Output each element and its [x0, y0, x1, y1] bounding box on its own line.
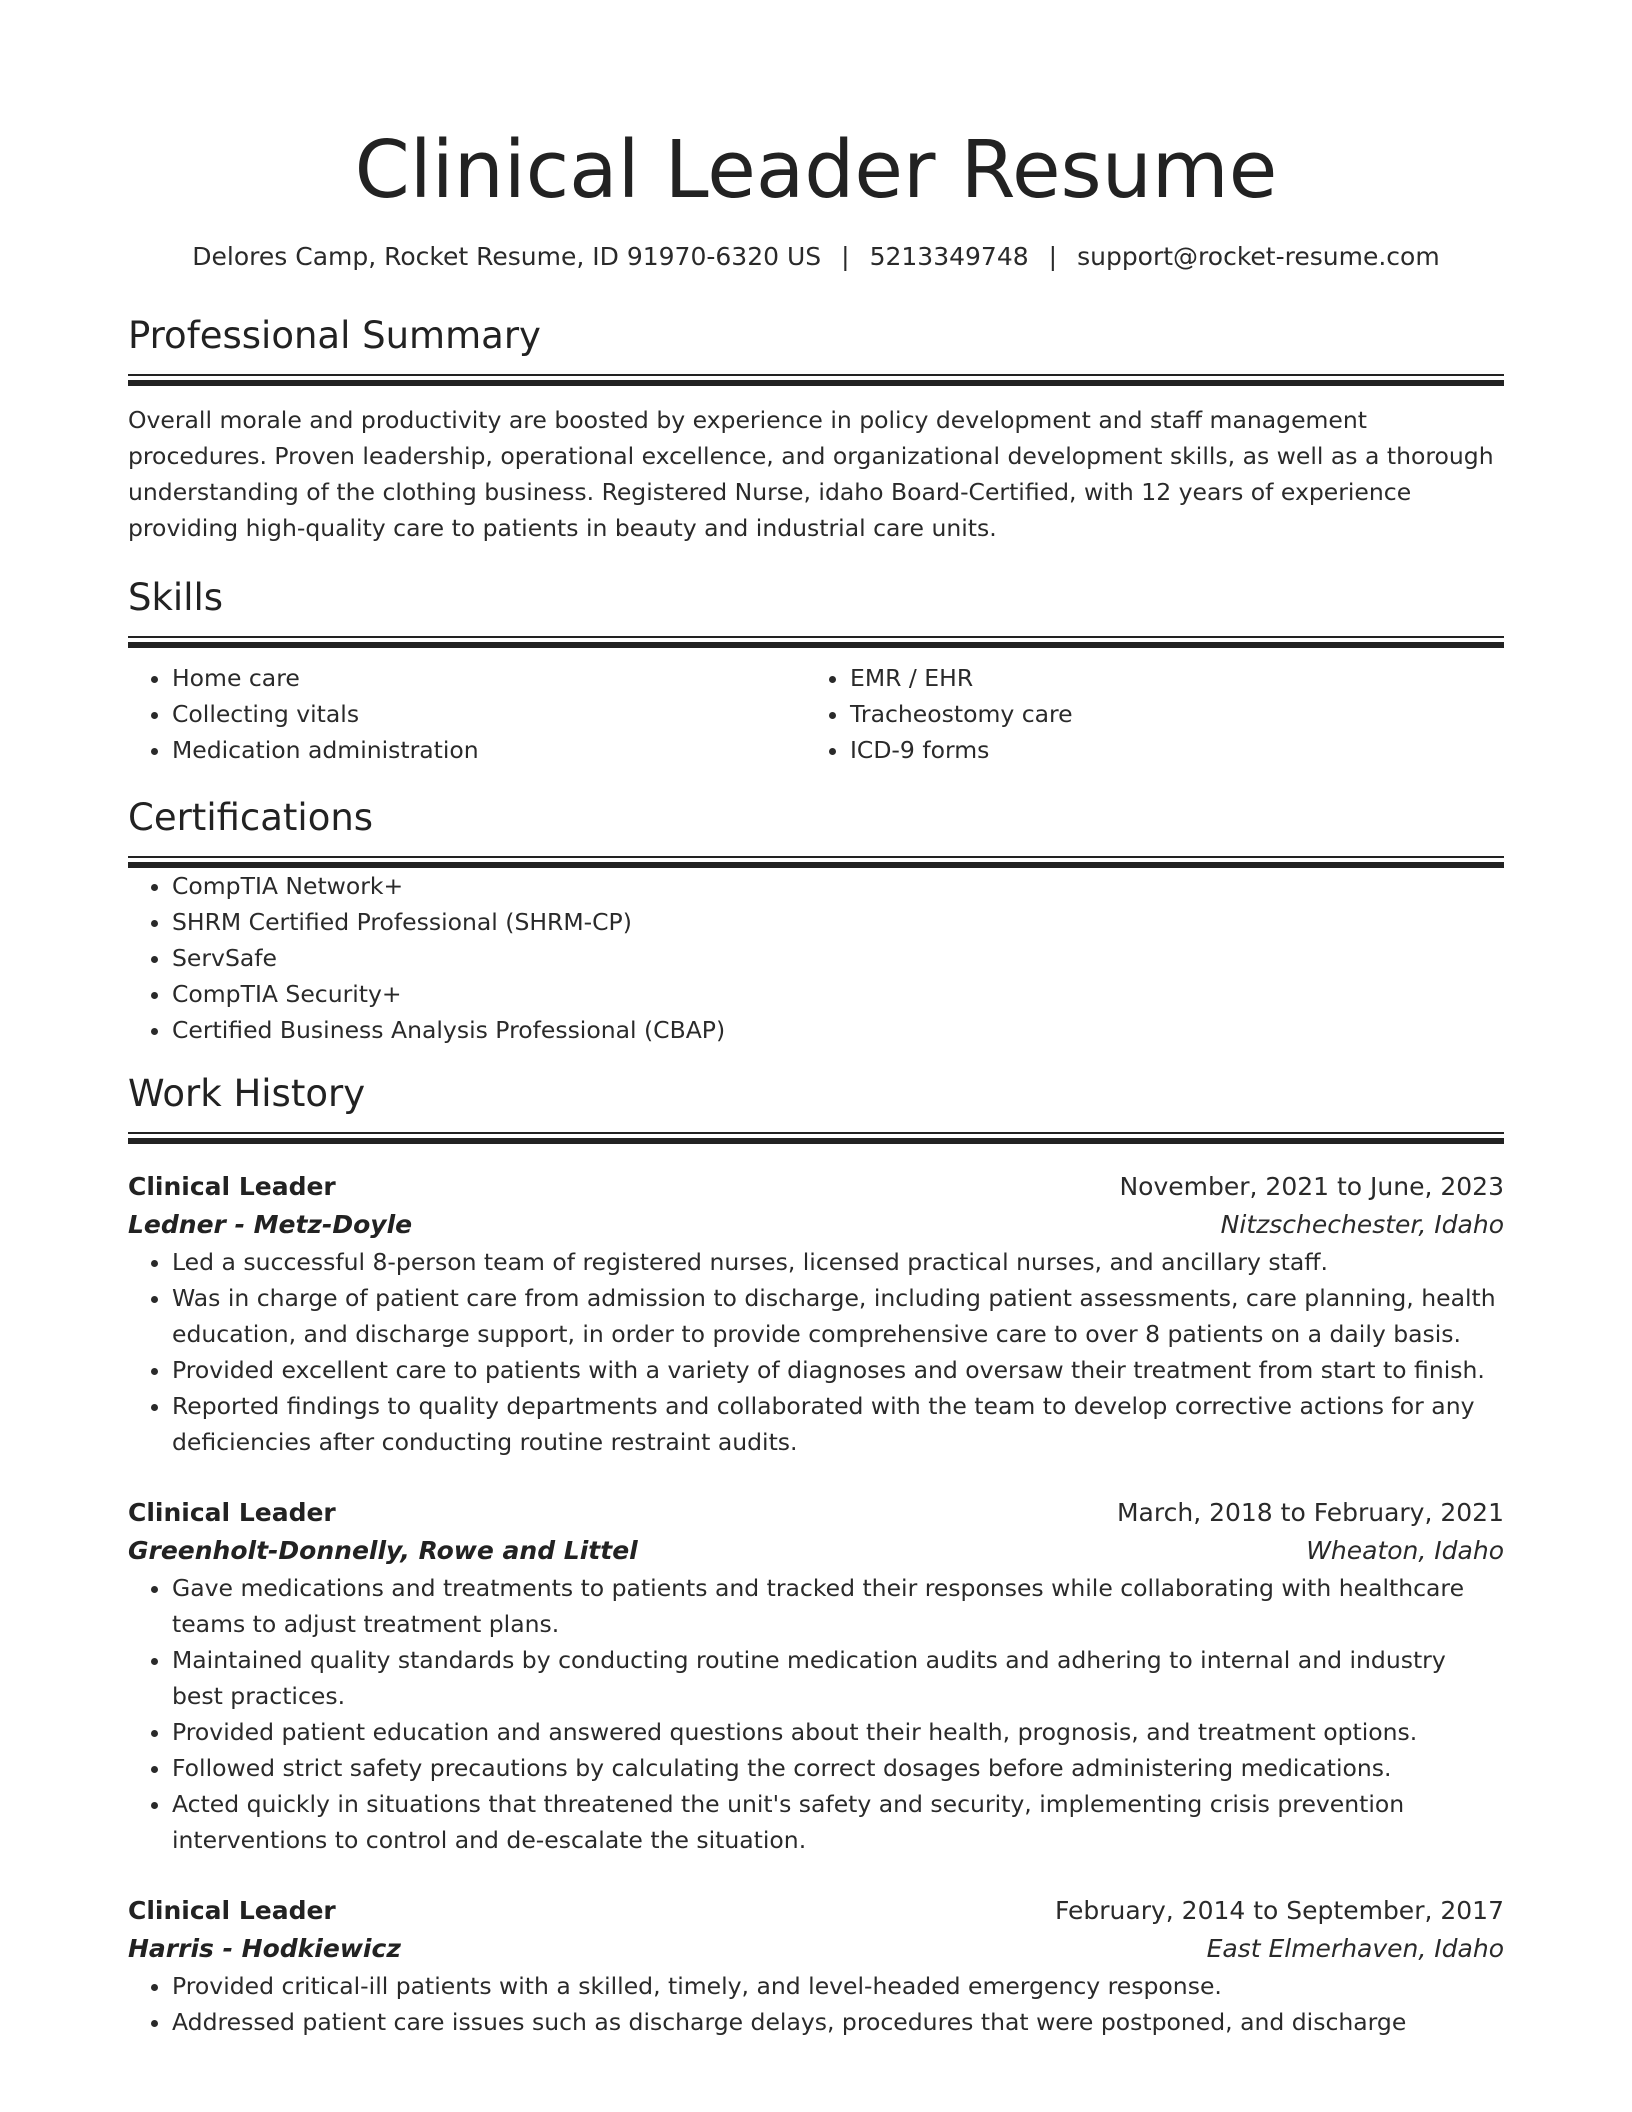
job-bullet-list — [128, 1968, 1504, 2040]
work-history-section — [128, 1070, 1504, 2040]
job-company: Greenholt-Donnelly, Rowe and Littel — [128, 1536, 638, 1565]
contact-line — [128, 240, 1504, 274]
skill-item: • Medication administration — [172, 732, 806, 768]
skills-column-left — [128, 660, 806, 768]
job-bullet: • Followed strict safety precautions by calculating the correct dosages before administering medications. — [172, 1750, 1504, 1786]
job-bullet: • Provided patient education and answered questions about their health, prognosis, and treatment options. — [172, 1714, 1504, 1750]
skill-item: • Tracheostomy care — [850, 696, 1484, 732]
resume-page — [128, 0, 1504, 2040]
section-divider — [128, 374, 1504, 386]
job-entry — [128, 1494, 1504, 1858]
job-bullet: • Addressed patient care issues such as discharge delays, procedures that were postponed, and discharge — [172, 2004, 1504, 2040]
job-title: Clinical Leader — [128, 1172, 336, 1201]
certifications-section — [128, 794, 1504, 1048]
skill-item: • ICD-9 forms — [850, 732, 1484, 768]
skills-grid — [128, 660, 1504, 768]
job-entry — [128, 1168, 1504, 1460]
skills-list-left — [128, 660, 806, 768]
job-header-row — [128, 1494, 1504, 1532]
job-title: Clinical Leader — [128, 1498, 336, 1527]
job-title: Clinical Leader — [128, 1896, 336, 1925]
section-divider — [128, 1132, 1504, 1144]
contact-address: Delores Camp, Rocket Resume, ID 91970-6320 US — [192, 242, 822, 271]
skill-item: • Collecting vitals — [172, 696, 806, 732]
job-bullet-list — [128, 1244, 1504, 1460]
job-header-row — [128, 1892, 1504, 1930]
job-bullet: • Provided excellent care to patients with a variety of diagnoses and oversaw their treatment from start to finish. — [172, 1352, 1504, 1388]
certification-item: • ServSafe — [172, 940, 1504, 976]
section-divider — [128, 636, 1504, 648]
skills-list-right — [806, 660, 1484, 768]
summary-text: Overall morale and productivity are boosted by experience in policy development and staff management procedures. Proven leadership, operational excellence, and organizational development skills, as well as a thorough understanding of the clothing business. Registered Nurse, idaho Board-Certified, with 12 years of experience providing high-quality care to patients in beauty and industrial care units. — [128, 406, 1494, 542]
certification-item: • Certified Business Analysis Professional (CBAP) — [172, 1012, 1504, 1048]
certification-item: • CompTIA Security+ — [172, 976, 1504, 1012]
job-location: Wheaton, Idaho — [1306, 1536, 1504, 1565]
contact-separator: | — [1048, 242, 1058, 271]
job-bullet: • Gave medications and treatments to patients and tracked their responses while collaborating with healthcare teams to adjust treatment plans. — [172, 1570, 1504, 1642]
skill-item: • EMR / EHR — [850, 660, 1484, 696]
skills-heading: Skills — [128, 576, 224, 619]
job-dates: February, 2014 to September, 2017 — [1055, 1896, 1504, 1925]
skill-item: • Home care — [172, 660, 806, 696]
contact-phone: 5213349748 — [869, 242, 1029, 271]
job-dates: March, 2018 to February, 2021 — [1116, 1498, 1504, 1527]
job-dates: November, 2021 to June, 2023 — [1119, 1172, 1504, 1201]
job-bullet: • Maintained quality standards by conducting routine medication audits and adhering to internal and industry best practices. — [172, 1642, 1504, 1714]
job-bullet: • Provided critical-ill patients with a skilled, timely, and level-headed emergency response. — [172, 1968, 1504, 2004]
contact-email: support@rocket-resume.com — [1077, 242, 1440, 271]
job-entry — [128, 1892, 1504, 2040]
job-bullet: • Was in charge of patient care from admission to discharge, including patient assessments, care planning, health education, and discharge support, in order to provide comprehensive care to over 8 patients on a daily basis. — [172, 1280, 1504, 1352]
work-history-heading: Work History — [128, 1072, 366, 1115]
job-company: Ledner - Metz-Doyle — [128, 1210, 413, 1239]
contact-separator: | — [841, 242, 850, 271]
job-company: Harris - Hodkiewicz — [128, 1934, 401, 1963]
job-location: Nitzschechester, Idaho — [1220, 1210, 1504, 1239]
job-company-row — [128, 1206, 1504, 1244]
summary-section — [128, 312, 1504, 546]
certifications-heading: Certifications — [128, 796, 374, 839]
job-bullet-list — [128, 1570, 1504, 1858]
skills-column-right — [806, 660, 1484, 768]
section-divider — [128, 856, 1504, 868]
job-bullet: • Led a successful 8-person team of registered nurses, licensed practical nurses, and ancillary staff. — [172, 1244, 1504, 1280]
certification-item: • SHRM Certified Professional (SHRM-CP) — [172, 904, 1504, 940]
job-company-row — [128, 1930, 1504, 1968]
job-company-row — [128, 1532, 1504, 1570]
job-header-row — [128, 1168, 1504, 1206]
certifications-list — [128, 868, 1504, 1048]
job-location: East Elmerhaven, Idaho — [1206, 1934, 1504, 1963]
job-bullet: • Acted quickly in situations that threatened the unit's safety and security, implementing crisis prevention interventions to control and de-escalate the situation. — [172, 1786, 1504, 1858]
skills-section — [128, 574, 1504, 768]
job-bullet: • Reported findings to quality departments and collaborated with the team to develop corrective actions for any deficiencies after conducting routine restraint audits. — [172, 1388, 1504, 1460]
resume-title: Clinical Leader Resume — [354, 124, 1278, 216]
summary-heading: Professional Summary — [128, 314, 541, 357]
certification-item: • CompTIA Network+ — [172, 868, 1504, 904]
